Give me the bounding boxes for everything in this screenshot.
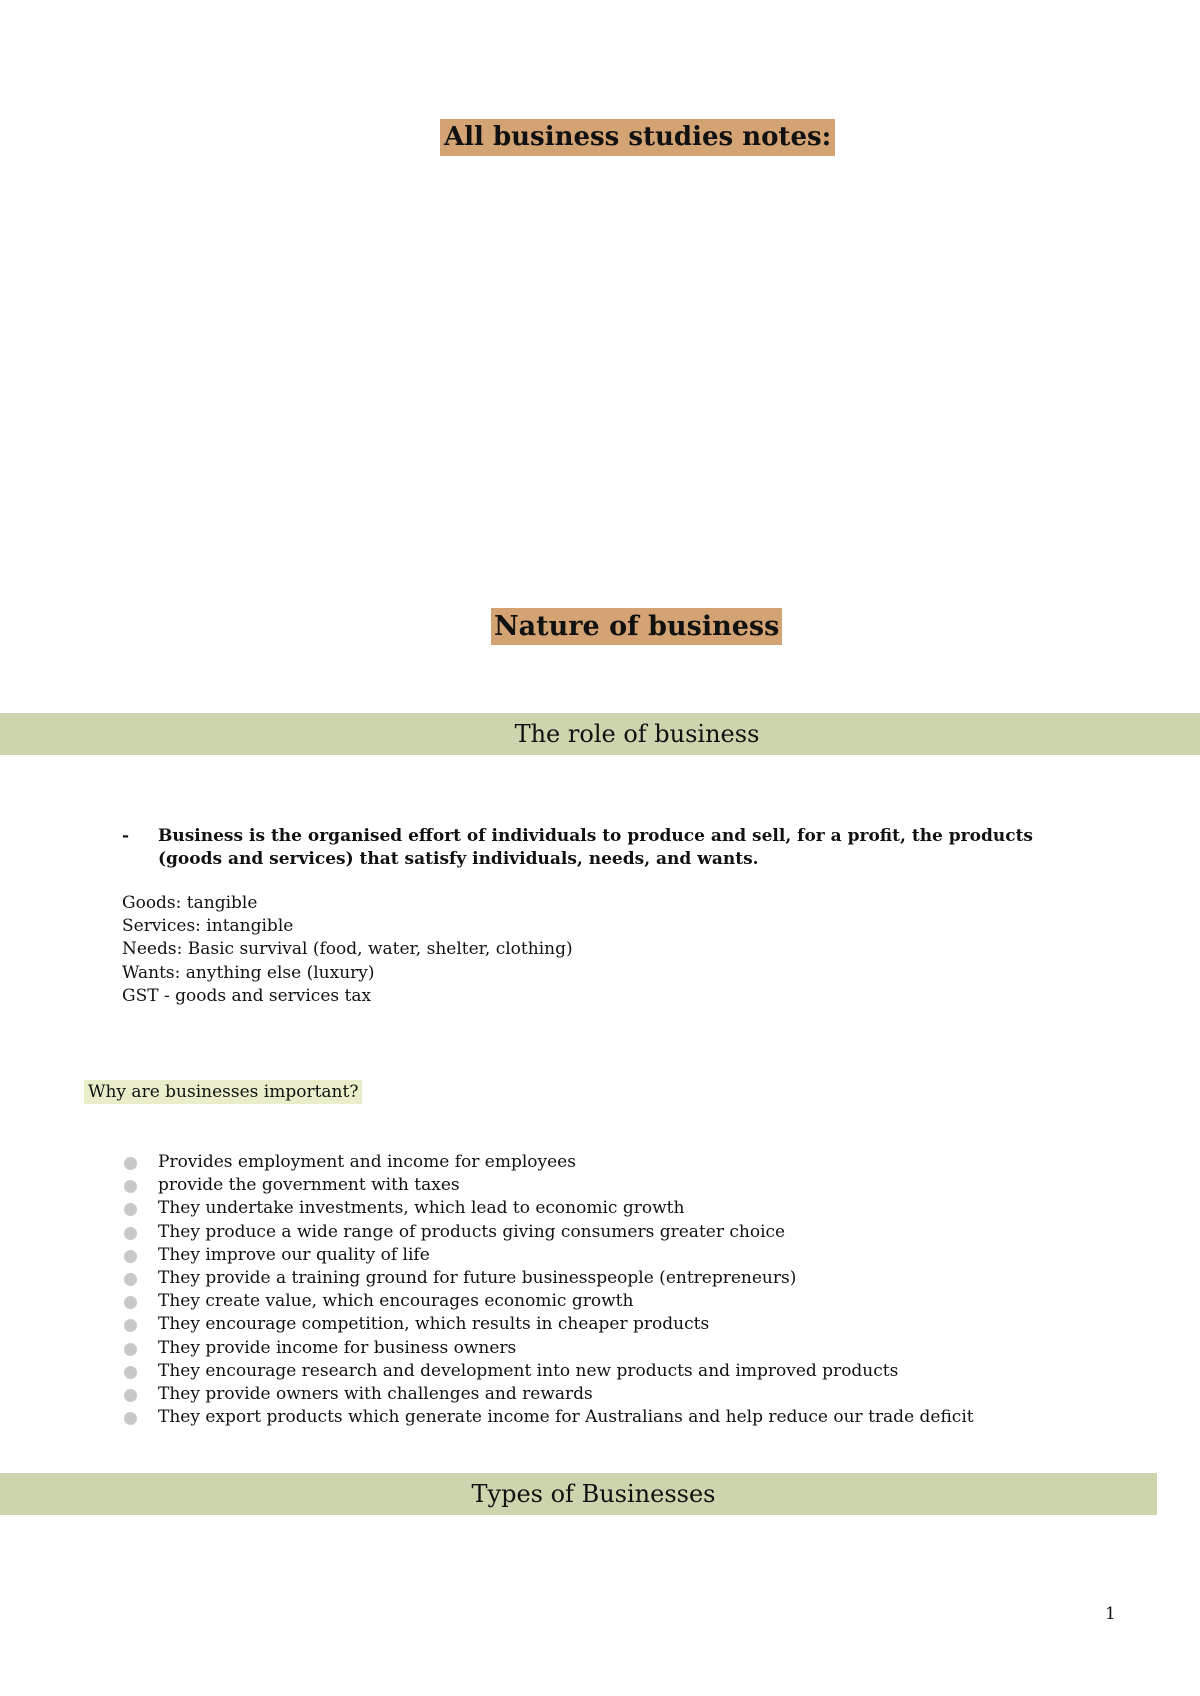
list-item-text: They provide owners with challenges and rewards — [158, 1384, 593, 1405]
list-item — [122, 1267, 974, 1290]
list-item — [122, 1337, 974, 1360]
heading-role-of-business — [0, 713, 1200, 755]
why-businesses-important-heading: Why are businesses important? — [84, 1080, 362, 1104]
term-gst: GST - goods and services tax — [122, 985, 372, 1006]
bullet-icon — [124, 1203, 137, 1216]
heading-types-of-businesses — [0, 1473, 1157, 1515]
list-item-text: They create value, which encourages economic growth — [158, 1291, 634, 1312]
list-item — [122, 1360, 974, 1383]
bullet-icon — [124, 1273, 137, 1286]
list-item — [122, 1313, 974, 1336]
list-item — [122, 1151, 974, 1174]
bullet-icon — [124, 1319, 137, 1332]
terms-list — [122, 892, 573, 1008]
term-goods: Goods: tangible — [122, 893, 258, 913]
bullet-icon — [124, 1366, 137, 1379]
definition-dash-marker: - — [122, 826, 130, 846]
business-definition — [122, 825, 1082, 871]
list-item-text: provide the government with taxes — [158, 1175, 460, 1196]
bullet-icon — [124, 1412, 137, 1425]
bullet-icon — [124, 1157, 137, 1170]
reasons-list — [122, 1151, 974, 1429]
list-item — [122, 1197, 974, 1220]
list-item — [122, 1406, 974, 1429]
list-item-text: They produce a wide range of products giving consumers greater choice — [158, 1221, 786, 1242]
list-item — [122, 1383, 974, 1406]
document-title: All business studies notes: — [440, 119, 835, 156]
bullet-icon — [124, 1180, 137, 1193]
bullet-icon — [124, 1389, 137, 1402]
section-title: Nature of business — [491, 608, 782, 645]
list-item-text: They encourage competition, which results in cheaper products — [158, 1314, 710, 1335]
list-item — [122, 1174, 974, 1197]
term-needs: Needs: Basic survival (food, water, shelter, clothing) — [122, 939, 573, 960]
term-wants: Wants: anything else (luxury) — [122, 962, 375, 983]
list-item — [122, 1290, 974, 1313]
bullet-icon — [124, 1343, 137, 1356]
page-number: 1 — [1105, 1604, 1116, 1624]
list-item — [122, 1244, 974, 1267]
list-item — [122, 1221, 974, 1244]
list-item-text: Provides employment and income for employees — [158, 1152, 576, 1172]
list-item-text: They provide a training ground for future businesspeople (entrepreneurs) — [158, 1268, 797, 1289]
list-item-text: They undertake investments, which lead to economic growth — [158, 1198, 685, 1219]
definition-text: Business is the organised effort of individuals to produce and sell, for a profit, the products (goods and services) that satisfy individuals, needs, and wants. — [158, 826, 1033, 869]
list-item-text: They export products which generate income for Australians and help reduce our trade deficit — [158, 1407, 974, 1428]
term-services: Services: intangible — [122, 916, 294, 937]
list-item-text: They encourage research and development into new products and improved products — [158, 1360, 899, 1381]
heading-types-of-businesses-label: Types of Businesses — [471, 1480, 716, 1508]
bullet-icon — [124, 1296, 137, 1309]
list-item-text: They improve our quality of life — [158, 1244, 430, 1265]
list-item-text: They provide income for business owners — [158, 1337, 517, 1358]
bullet-icon — [124, 1227, 137, 1240]
bullet-icon — [124, 1250, 137, 1263]
heading-role-of-business-label: The role of business — [514, 720, 760, 748]
